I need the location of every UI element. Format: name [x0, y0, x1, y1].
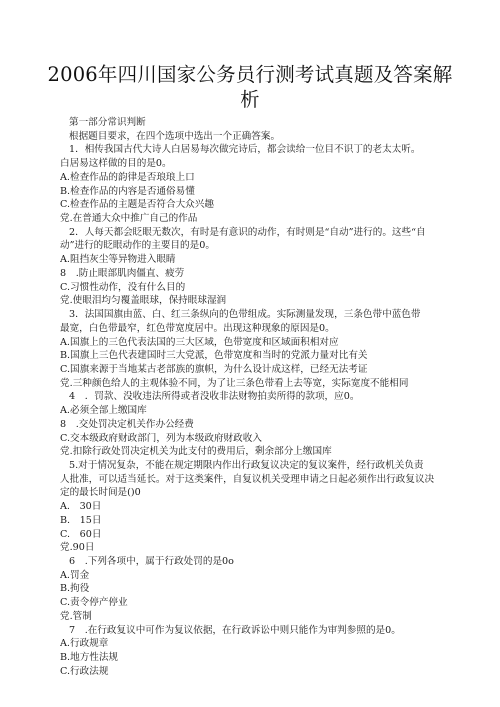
text-line: 党.三种颜色给人的主观体验不同，为了让三条色带看上去等宽，实际宽度不能相同: [60, 377, 409, 389]
text-line: A.国旗上的三色代表法国的三大区域，色带宽度和区域面积相对应: [60, 336, 339, 348]
text-line: C. 60日: [60, 528, 102, 540]
text-line: 2．人每天都会眨眼无数次，有时是有意识的动作，有时则是“自动”进行的。这些“自: [69, 226, 426, 238]
text-line: B.拘役: [60, 583, 90, 595]
text-line: 最宽，白色带最窄，红色带宽度居中。出现这种现象的原因是0。: [60, 322, 335, 334]
text-line: 白居易这样做的目的是0。: [60, 158, 172, 170]
title-line-2: 析: [240, 88, 260, 111]
text-line: C.习惯性动作，没有什么目的: [60, 281, 186, 293]
text-line: 定的最长时间是()0: [60, 487, 141, 499]
text-line: B.地方性法规: [60, 652, 119, 664]
text-line: 根据题目要求，在四个选项中选出一个正确答案。: [69, 130, 281, 142]
document-body: [60, 116, 450, 678]
text-line: 第一部分常识判断: [69, 117, 146, 128]
text-line: 党.在普通大众中推广自己的作品: [60, 213, 198, 225]
text-line: 党.90日: [60, 542, 95, 554]
text-line: 1．相传我国古代大诗人白居易每次做完诗后，都会读给一位目不识丁的老太太听。: [69, 144, 421, 156]
text-line: 6 .下列各项中，属于行政处罚的是0o: [69, 556, 234, 567]
text-line: 8 .防止眼部肌肉僵直、疲劳: [60, 267, 185, 279]
text-line: 5.对于情况复杂，不能在规定期限内作出行政复议决定的复议案件，经行政机关负责: [69, 459, 424, 471]
text-line: 8 .交处罚决定机关作办公经费: [60, 418, 194, 430]
text-line: C.责令停产停业: [60, 597, 128, 609]
text-line: A.罚金: [60, 569, 90, 581]
text-line: C.国旗来源于当地某古老部族的旗帜，为什么设计成这样，已经无法考证: [60, 363, 368, 375]
text-line: A. 30日: [60, 501, 102, 513]
text-line: C.交本级政府财政部门，列为本级政府财政收入: [60, 432, 262, 444]
title-line-1: 2006年四川国家公务员行测考试真题及答案解: [47, 63, 453, 86]
document-title: [40, 62, 460, 112]
text-line: 党.使眼泪均匀覆盖眼球，保持眼球湿润: [60, 295, 227, 307]
text-line: B.检查作品的内容是否通俗易懂: [60, 185, 195, 197]
text-line: 3．法国国旗由蓝、白、红三条纵向的色带组成。实际测量发现，三条色带中蓝色带: [69, 309, 421, 321]
text-line: 党.管制: [60, 610, 92, 622]
text-line: 人批准，可以适当延长。对于这类案件，自复议机关受理申请之日起必须作出行政复议决: [60, 473, 435, 485]
text-line: 党.扣除行政处罚决定机关为此支付的费用后，剩余部分上缴国库: [60, 446, 332, 458]
text-line: 4 ．罚款、没收违法所得或者没收非法财物拍卖所得的款项，应0。: [69, 391, 360, 403]
text-line: B. 15日: [60, 514, 102, 526]
text-line: 动”进行的眨眼动作的主要目的是0。: [60, 240, 215, 252]
text-line: A.必须全部上缴国库: [60, 405, 147, 417]
text-line: A.阻挡灰尘等异物进入眼睛: [60, 254, 176, 266]
text-line: B.国旗上三色代表建国时三大党派，色带宽度和当时的党派力量对比有关: [60, 350, 368, 362]
text-line: A.检查作品的韵律是否琅琅上口: [60, 171, 195, 183]
text-line: 7 .在行政复议中可作为复议依据，在行政诉讼中则只能作为审判参照的是0。: [69, 624, 401, 636]
text-line: A.行政规章: [60, 638, 109, 650]
text-line: C.行政法规: [60, 665, 109, 677]
text-line: C.检查作品的主题是否符合大众兴趣: [60, 199, 214, 211]
